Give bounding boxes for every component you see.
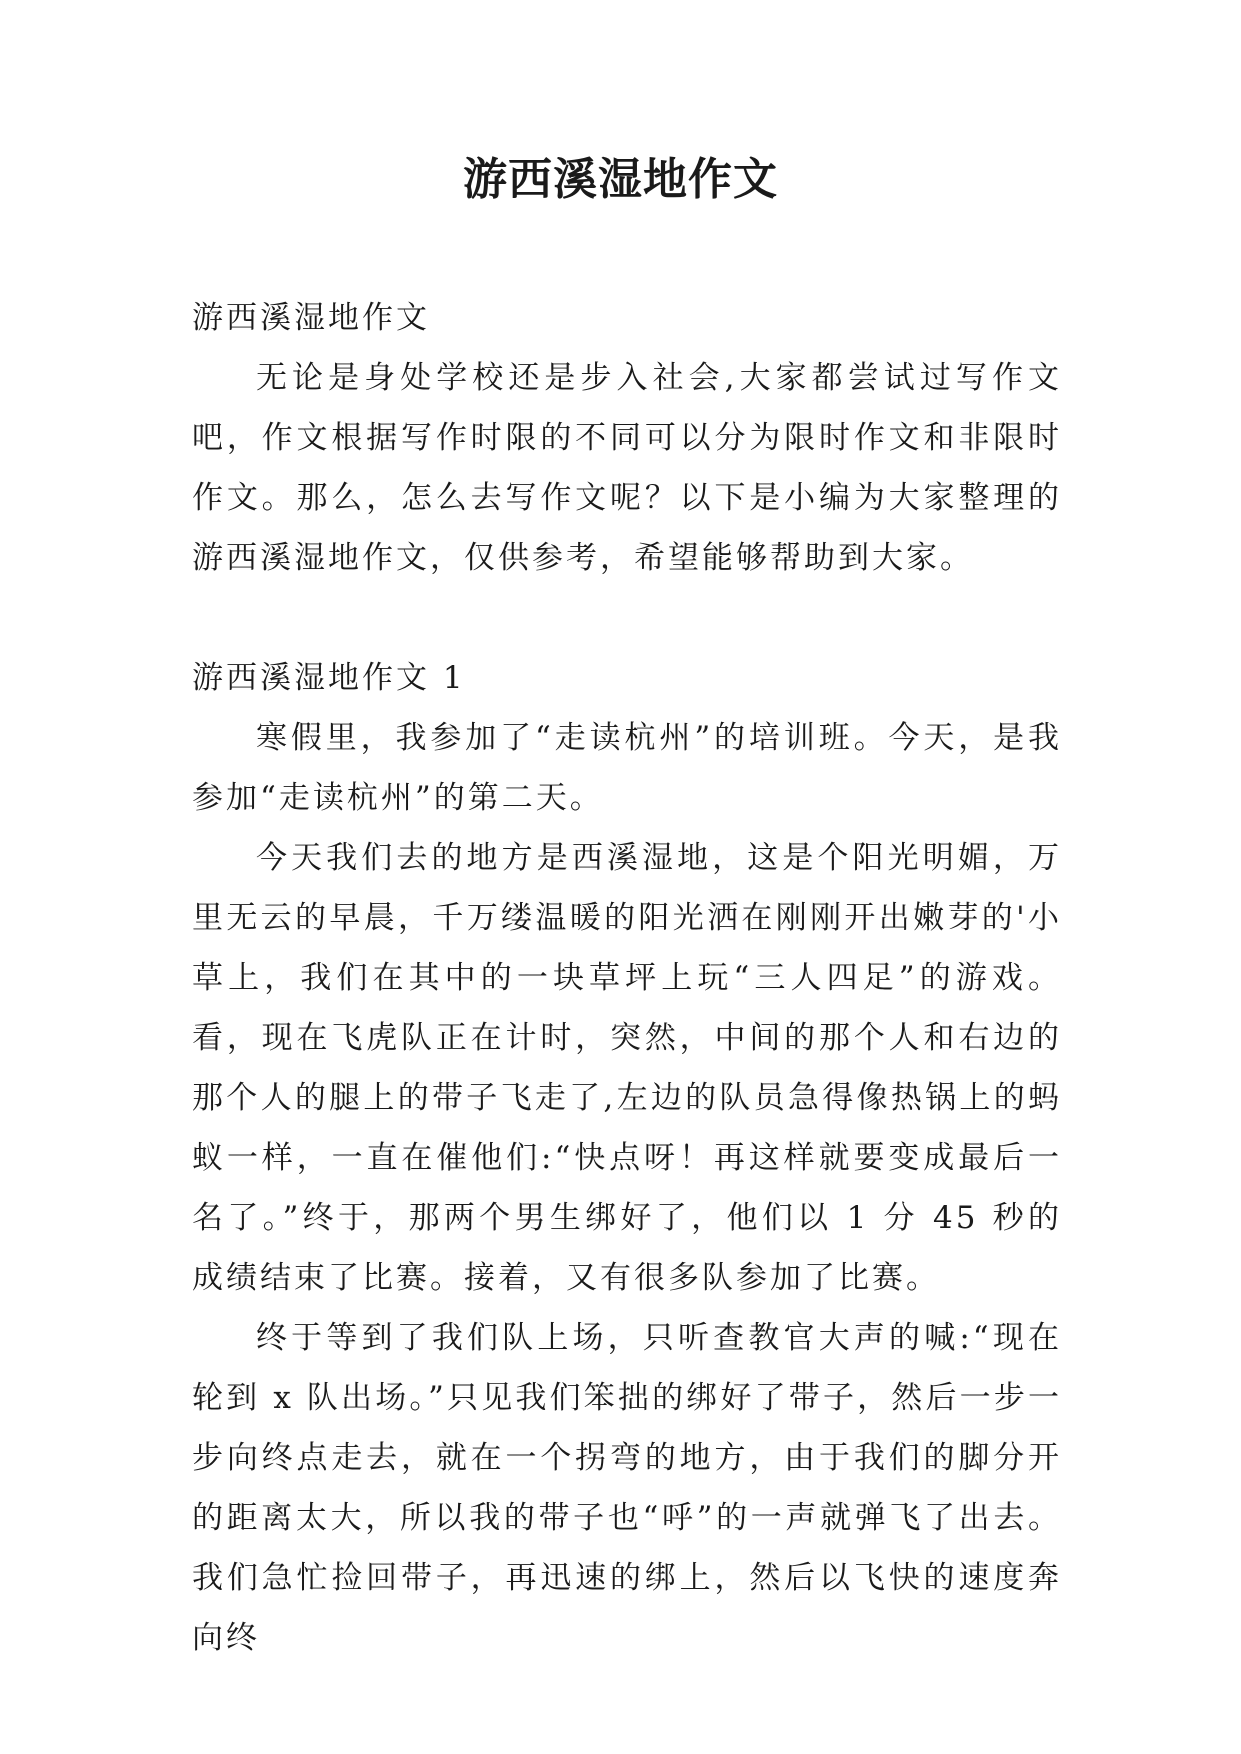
intro-heading: 游西溪湿地作文 — [192, 300, 430, 336]
body-paragraph: 今天我们去的地方是西溪湿地，这是个阳光明媚，万里无云的早晨，千万缕温暖的阳光洒在刚刚开出嫩芽的'小草上，我们在其中的一块草坪上玩“三人四足”的游戏。看，现在飞虎队正在计时，突然，中间的那个人和右边的那个人的腿上的带子飞走了,左边的队员急得像热锅上的蚂蚁一样，一直在催他们:“快点呀！再这样就要变成最后一名了。”终于，那两个男生绑好了，他们以 1 分 45 秒的成绩结束了比赛。接着，又有很多队参加了比赛。 — [192, 840, 1062, 1296]
document-title: 游西溪湿地作文 — [463, 154, 778, 205]
intro-paragraph: 无论是身处学校还是步入社会,大家都尝试过写作文吧，作文根据写作时限的不同可以分为限时作文和非限时作文。那么，怎么去写作文呢？以下是小编为大家整理的游西溪湿地作文，仅供参考，希望能够帮助到大家。 — [192, 360, 1062, 576]
body-paragraph: 寒假里，我参加了“走读杭州”的培训班。今天，是我参加“走读杭州”的第二天。 — [192, 720, 1062, 816]
section-heading: 游西溪湿地作文 1 — [192, 660, 466, 696]
body-paragraph: 终于等到了我们队上场，只听查教官大声的喊:“现在轮到 x 队出场。”只见我们笨拙的绑好了带子，然后一步一步向终点走去，就在一个拐弯的地方，由于我们的脚分开的距离太大，所以我的带子也“呼”的一声就弹飞了出去。我们急忙捡回带子，再迅速的绑上，然后以飞快的速度奔向终 — [192, 1320, 1062, 1656]
section-spacer — [192, 588, 1062, 648]
document-body — [192, 288, 1062, 1668]
